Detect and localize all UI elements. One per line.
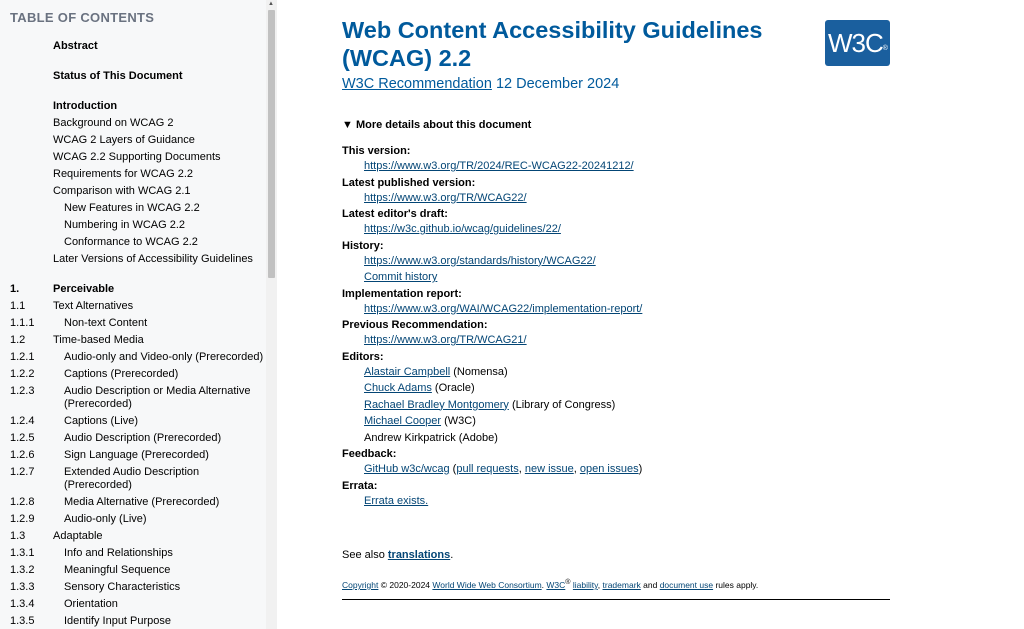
w3c-registered-mark: ®: [565, 578, 571, 586]
w3c-logo[interactable]: [825, 20, 890, 66]
toc-item-later-versions-of-accessibility-guidelines[interactable]: [0, 253, 266, 266]
toc-item-number: 1.2.7: [10, 466, 35, 478]
detail-link[interactable]: Rachael Bradley Montgomery: [364, 398, 509, 411]
detail-affiliation: (W3C): [441, 415, 476, 427]
detail-group-feedback: [342, 448, 890, 478]
toc-item-number: 1.2.4: [10, 415, 35, 427]
w3c-logo-text: W3C: [828, 27, 883, 58]
detail-term: Feedback:: [342, 448, 397, 460]
toc-item-label[interactable]: Captions (Prerecorded): [64, 368, 179, 380]
detail-link[interactable]: Chuck Adams: [364, 382, 432, 394]
detail-value: [342, 190, 890, 207]
toc-item-label[interactable]: Identify Input Purpose: [64, 615, 172, 627]
toc-item-captions-prerecorded[interactable]: [0, 368, 266, 381]
detail-value: [342, 493, 890, 510]
document-details: [342, 145, 890, 511]
toc-item-label[interactable]: Numbering in WCAG 2.2: [64, 219, 186, 231]
copyright-text-1: © 2020-2024: [378, 579, 433, 590]
divider: [342, 599, 890, 600]
toc-item-label[interactable]: Comparison with WCAG 2.1: [53, 185, 191, 197]
toc-item-non-text-content[interactable]: [0, 317, 266, 330]
detail-link[interactable]: https://www.w3.org/standards/history/WCAG22/: [364, 254, 596, 267]
see-also: [342, 549, 453, 561]
toc-item-label[interactable]: Later Versions of Accessibility Guidelines: [53, 253, 253, 265]
detail-link[interactable]: https://www.w3.org/TR/WCAG22/: [364, 191, 527, 204]
detail-value: [342, 221, 890, 238]
detail-group-latest-editor-s-draft: [342, 208, 890, 238]
detail-term: Errata:: [342, 479, 378, 492]
detail-group-editors: [342, 351, 890, 447]
toc-item-adaptable[interactable]: [0, 530, 266, 543]
w3c-recommendation-link[interactable]: W3C Recommendation: [342, 76, 492, 92]
detail-affiliation: (Library of Congress): [508, 398, 616, 411]
toc-item-requirements-for-wcag-2-2[interactable]: [0, 168, 266, 181]
toc-item-introduction[interactable]: [0, 100, 266, 113]
toc-item-label[interactable]: Meaningful Sequence: [64, 564, 171, 576]
open-issues-link[interactable]: open issues: [579, 463, 639, 475]
toc-item-label[interactable]: Audio Description (Prerecorded): [64, 432, 222, 444]
detail-affiliation: (Nomensa): [450, 365, 508, 378]
toc-item-number: 1.2.5: [10, 432, 35, 444]
detail-term: Latest editor's draft:: [342, 208, 448, 220]
copyright-text-4: ,: [597, 579, 603, 590]
detail-value: [342, 461, 890, 478]
feedback-text: ,: [573, 463, 580, 475]
toc-item-label[interactable]: WCAG 2 Layers of Guidance: [53, 134, 195, 146]
toc-item-number: 1.1: [10, 300, 26, 312]
detail-value: [342, 364, 890, 381]
toc-item-label[interactable]: Abstract: [53, 40, 98, 52]
toc-item-time-based-media[interactable]: [0, 334, 266, 347]
toc-item-identify-input-purpose[interactable]: [0, 615, 266, 628]
see-also-suffix: .: [450, 549, 454, 561]
toc-item-extended-audio-description-prerecorded[interactable]: [0, 466, 266, 492]
toc-scrollbar-thumb[interactable]: [268, 10, 275, 278]
detail-value: [342, 269, 890, 286]
toc-item-label[interactable]: Orientation: [64, 598, 118, 610]
toc-item-label[interactable]: Media Alternative (Prerecorded): [64, 496, 220, 508]
toc-item-comparison-with-wcag-2-1[interactable]: [0, 185, 266, 198]
toc-item-label[interactable]: Introduction: [53, 100, 118, 112]
toc-item-number: 1.2.6: [10, 449, 35, 461]
scroll-up-arrow-icon[interactable]: ▲: [268, 1, 274, 7]
detail-group-history: [342, 240, 890, 286]
toc-item-label[interactable]: Audio-only (Live): [64, 513, 147, 525]
feedback-text: ): [638, 463, 643, 475]
toc-item-conformance-to-wcag-2-2[interactable]: [0, 236, 266, 249]
detail-link[interactable]: https://www.w3.org/TR/2024/REC-WCAG22-20241212/: [364, 160, 634, 172]
toc-scrollbar[interactable]: [266, 0, 277, 629]
toc-item-label[interactable]: Info and Relationships: [64, 547, 173, 559]
toc-item-number: 1.3.2: [10, 564, 35, 576]
toc-item-label[interactable]: Captions (Live): [64, 415, 138, 427]
toc-item-numbering-in-wcag-2-2[interactable]: [0, 219, 266, 232]
toc-item-number: 1.2: [10, 334, 26, 346]
toc-item-number: 1.: [10, 283, 20, 295]
detail-value: [342, 332, 890, 349]
toc-item-text-alternatives[interactable]: [0, 300, 266, 313]
more-details-toggle[interactable]: ▼ More details about this document: [342, 119, 532, 131]
detail-link[interactable]: Commit history: [364, 271, 438, 283]
copyright-text-5: and: [640, 579, 660, 590]
toc-item-label[interactable]: WCAG 2.2 Supporting Documents: [53, 151, 221, 163]
toc-item-abstract[interactable]: [0, 40, 266, 53]
detail-link[interactable]: https://www.w3.org/TR/WCAG21/: [364, 334, 527, 346]
toc-item-media-alternative-prerecorded[interactable]: [0, 496, 266, 509]
toc-item-wcag-2-2-supporting-documents[interactable]: [0, 151, 266, 164]
w3c-logo-registered-mark: ®: [882, 44, 887, 52]
toc-item-number: 1.2.2: [10, 368, 35, 380]
detail-term: Latest published version:: [342, 176, 476, 189]
detail-group-implementation-report: [342, 288, 890, 318]
toc-item-label[interactable]: Audio Description or Media Alternative (Prerecorded): [64, 385, 251, 410]
detail-term: Editors:: [342, 350, 384, 363]
toc-item-label[interactable]: Extended Audio Description (Prerecorded): [64, 466, 200, 491]
detail-term: History:: [342, 239, 384, 252]
toc-item-number: 1.3.4: [10, 598, 35, 610]
liability-link[interactable]: liability: [572, 579, 598, 590]
toc-item-number: 1.2.1: [10, 351, 35, 363]
detail-affiliation: (Oracle): [431, 382, 475, 394]
toc-item-meaningful-sequence[interactable]: [0, 564, 266, 577]
translations-link[interactable]: translations: [387, 549, 451, 561]
toc-item-audio-description-prerecorded[interactable]: [0, 432, 266, 445]
copyright-text-2: .: [541, 579, 547, 590]
toc-item-label[interactable]: Sensory Characteristics: [64, 581, 181, 593]
toc-item-label[interactable]: Time-based Media: [53, 334, 144, 346]
w3c-link[interactable]: W3C: [546, 579, 566, 590]
detail-term: Implementation report:: [342, 287, 462, 300]
toc-item-label[interactable]: Perceivable: [53, 283, 115, 295]
toc-item-audio-only-and-video-only-prerecorded[interactable]: [0, 351, 266, 364]
toc-item-label[interactable]: Status of This Document: [53, 70, 183, 82]
copyright-notice: [342, 578, 758, 590]
detail-link[interactable]: Michael Cooper: [364, 415, 442, 427]
toc-item-sensory-characteristics[interactable]: [0, 581, 266, 594]
detail-value: [342, 413, 890, 430]
toc-item-number: 1.1.1: [10, 317, 35, 329]
document-use-link[interactable]: document use: [659, 579, 714, 590]
toc-item-info-and-relationships[interactable]: [0, 547, 266, 560]
copyright-link[interactable]: Copyright: [342, 579, 379, 590]
toc-item-label[interactable]: Sign Language (Prerecorded): [64, 449, 209, 461]
trademark-link[interactable]: trademark: [602, 579, 641, 590]
toc-item-label[interactable]: Adaptable: [53, 530, 103, 542]
toc-item-number: 1.3.5: [10, 615, 35, 627]
page-title: Web Content Accessibility Guidelines (WCAG) 2.2: [342, 17, 763, 71]
toc-item-audio-description-or-media-alternative-prerecorded[interactable]: [0, 385, 266, 411]
github-repo-link[interactable]: GitHub w3c/wcag: [364, 463, 450, 475]
toc-item-number: 1.2.8: [10, 496, 35, 508]
toc-item-number: 1.3: [10, 530, 26, 542]
detail-group-errata: [342, 480, 890, 510]
toc-item-label[interactable]: Conformance to WCAG 2.2: [64, 236, 198, 248]
detail-group-latest-published-version: [342, 177, 890, 207]
new-issue-link[interactable]: new issue: [524, 463, 574, 475]
copyright-text-6: rules apply.: [713, 579, 759, 590]
feedback-text: (: [449, 463, 457, 475]
detail-group-previous-recommendation: [342, 319, 890, 349]
detail-term: Previous Recommendation:: [342, 319, 488, 331]
toc-item-perceivable[interactable]: [0, 283, 266, 296]
detail-text: Andrew Kirkpatrick (Adobe): [364, 431, 498, 444]
toc-item-sign-language-prerecorded[interactable]: [0, 449, 266, 462]
detail-value: [342, 380, 890, 397]
toc-item-label[interactable]: New Features in WCAG 2.2: [64, 202, 200, 214]
toc-item-orientation[interactable]: [0, 598, 266, 611]
toc-item-new-features-in-wcag-2-2[interactable]: [0, 202, 266, 215]
toc-item-number: 1.2.3: [10, 385, 35, 397]
detail-link[interactable]: Errata exists.: [364, 494, 429, 507]
toc-item-label[interactable]: Non-text Content: [64, 317, 148, 329]
toc-item-audio-only-live[interactable]: [0, 513, 266, 526]
table-of-contents: [0, 0, 277, 629]
toc-item-number: 1.2.9: [10, 513, 35, 525]
toc-item-label[interactable]: Background on WCAG 2: [53, 117, 174, 129]
detail-value: [342, 158, 890, 175]
detail-link[interactable]: https://w3c.github.io/wcag/guidelines/22/: [364, 223, 561, 235]
detail-value: [342, 301, 890, 318]
document-status: [342, 76, 619, 92]
publication-date: 12 December 2024: [495, 76, 620, 92]
toc-list: [0, 40, 266, 628]
detail-link[interactable]: Alastair Campbell: [364, 365, 451, 378]
toc-item-captions-live[interactable]: [0, 415, 266, 428]
toc-item-wcag-2-layers-of-guidance[interactable]: [0, 134, 266, 147]
detail-value: [342, 253, 890, 270]
toc-item-background-on-wcag-2[interactable]: [0, 117, 266, 130]
toc-item-label[interactable]: Text Alternatives: [53, 300, 134, 312]
toc-item-number: 1.3.3: [10, 581, 35, 593]
toc-item-label[interactable]: Audio-only and Video-only (Prerecorded): [64, 351, 264, 363]
detail-value: [342, 430, 890, 447]
toc-item-label[interactable]: Requirements for WCAG 2.2: [53, 168, 193, 180]
detail-link[interactable]: https://www.w3.org/WAI/WCAG22/implementation-report/: [364, 302, 643, 315]
toc-item-number: 1.3.1: [10, 547, 35, 559]
feedback-text: ,: [518, 463, 525, 475]
pull-requests-link[interactable]: pull requests: [456, 463, 519, 475]
toc-item-status-of-this-document[interactable]: [0, 70, 266, 83]
toc-heading: TABLE OF CONTENTS: [10, 10, 155, 25]
detail-term: This version:: [342, 145, 411, 157]
w3c-consortium-link[interactable]: World Wide Web Consortium: [432, 579, 542, 590]
detail-group-this-version: [342, 145, 890, 175]
detail-value: [342, 397, 890, 414]
see-also-prefix: See also: [342, 549, 388, 561]
